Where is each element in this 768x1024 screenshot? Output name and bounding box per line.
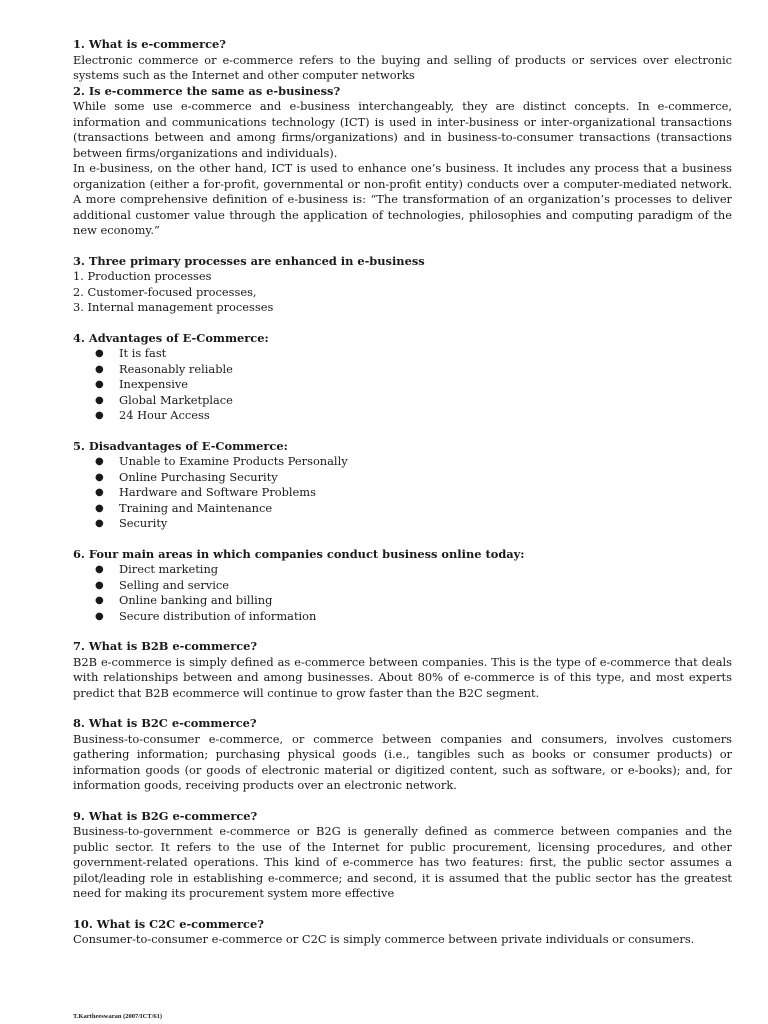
section-business-areas [73, 547, 732, 625]
section-c2c [73, 917, 732, 948]
paragraph: While some use e-commerce and e-business interchangeably, they are distinct concepts. In e-commerce, information and communications technology (ICT) is used in inter-business or inter-organizational transactions (transactions between and among firms/organizations) and in business-to-consumer transactions (transactions between firms/organizations and individuals). [73, 99, 732, 160]
section-heading: 8. What is B2C e-commerce? [73, 716, 257, 730]
section-heading: 5. Disadvantages of E-Commerce: [73, 438, 288, 453]
bullet-icon: ● [95, 579, 104, 591]
list-item: ● Global Marketplace [95, 392, 233, 407]
bullet-icon: ● [95, 610, 104, 622]
bullet-icon: ● [95, 595, 104, 606]
list-item: ● Direct marketing [95, 562, 219, 576]
list-item: ● 24 Hour Access [95, 408, 210, 422]
bullet-icon: ● [95, 518, 104, 529]
section-b2b [73, 639, 732, 701]
section-b2c [73, 716, 732, 794]
list-item: 1. Production processes [73, 269, 212, 283]
list-item: ● Training and Maintenance [95, 500, 273, 515]
list-item: 3. Internal management processes [73, 300, 274, 314]
list-item: ● Security [95, 516, 168, 530]
section-advantages [73, 331, 732, 424]
bullet-icon: ● [95, 348, 104, 359]
paragraph: In e-business, on the other hand, ICT is used to enhance one’s business. It includes any process that a business organization (either a for-profit, governmental or non-profit entity) conducts over a computer-mediated network. A more comprehensive definition of e-business is: “The transformation of an organization’s processes to deliver additional customer value through the application of technologies, philosophies and computing paradigm of the new economy.” [73, 161, 732, 237]
section-ecommerce-vs-ebusiness [73, 84, 732, 239]
section-heading: 10. What is C2C e-commerce? [73, 916, 264, 931]
bullet-list [73, 346, 732, 424]
section-disadvantages [73, 439, 732, 532]
paragraph: Business-to-government e-commerce or B2G is generally defined as commerce between companies and the public sector. It refers to the use of the Internet for public procurement, licensing procedures, and other government-related operations. This kind of e-commerce has two features: first, the public sector assumes a pilot/leading role in establishing e-commerce; and second, it is assumed that the public sector has the greatest need for making its procurement system more effective [73, 824, 732, 900]
list-item: ● Online banking and billing [95, 593, 273, 607]
list-item: 2. Customer-focused processes, [73, 284, 257, 299]
bullet-icon: ● [95, 456, 104, 467]
section-heading: 2. Is e-commerce the same as e-business? [73, 83, 341, 98]
page-footer: T.Kartheeswaran (2007/ICT/61) [73, 1013, 163, 1020]
list-item: ● Unable to Examine Products Personally [95, 454, 348, 468]
section-primary-processes [73, 254, 732, 316]
section-b2g [73, 809, 732, 902]
bullet-icon: ● [95, 502, 104, 514]
bullet-icon: ● [95, 471, 104, 483]
bullet-icon: ● [95, 394, 104, 406]
section-heading: 9. What is B2G e-commerce? [73, 808, 258, 823]
section-heading: 1. What is e-commerce? [73, 37, 226, 51]
paragraph: Electronic commerce or e-commerce refers to the buying and selling of products or services over electronic systems such as the Internet and other computer networks [73, 52, 732, 82]
paragraph: Consumer-to-consumer e-commerce or C2C is simply commerce between private individuals or consumers. [73, 932, 695, 946]
section-heading: 7. What is B2B e-commerce? [73, 639, 258, 653]
list-item: ● Hardware and Software Problems [95, 485, 316, 499]
section-heading: 3. Three primary processes are enhanced in e-business [73, 253, 425, 268]
bullet-list [73, 562, 732, 624]
paragraph: B2B e-commerce is simply defined as e-commerce between companies. This is the type of e-commerce that deals with relationships between and among businesses. About 80% of e-commerce is of this type, and most experts predict that B2B ecommerce will continue to grow faster than the B2C segment. [73, 654, 732, 700]
section-heading: 4. Advantages of E-Commerce: [73, 330, 269, 345]
bullet-icon: ● [95, 410, 104, 421]
list-item: ● It is fast [95, 346, 167, 360]
list-item: ● Inexpensive [95, 377, 189, 391]
bullet-icon: ● [95, 487, 104, 498]
list-item: ● Online Purchasing Security [95, 469, 278, 484]
bullet-icon: ● [95, 564, 104, 575]
section-what-is-ecommerce [73, 37, 732, 84]
numbered-list [73, 269, 732, 316]
bullet-icon: ● [95, 363, 104, 375]
list-item: ● Reasonably reliable [95, 361, 233, 376]
bullet-icon: ● [95, 379, 104, 390]
section-heading: 6. Four main areas in which companies conduct business online today: [73, 546, 525, 561]
list-item: ● Secure distribution of information [95, 608, 317, 623]
bullet-list [73, 454, 732, 532]
list-item: ● Selling and service [95, 577, 229, 592]
paragraph: Business-to-consumer e-commerce, or commerce between companies and consumers, involves customers gathering information; purchasing physical goods (i.e., tangibles such as books or consumer products) or information goods (or goods of electronic material or digitized content, such as software, or e-books); and, for information goods, receiving products over an electronic network. [73, 731, 732, 792]
